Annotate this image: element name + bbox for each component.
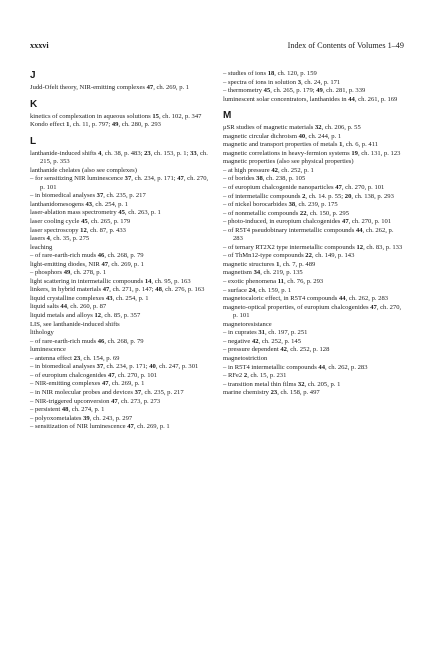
index-entry: – of rare-earth-rich muds 46, ch. 268, p. 79: [30, 252, 144, 260]
index-entry: leaching: [30, 243, 53, 251]
index-entry: – in biomedical analyses 37, ch. 234, p. 171; 40, ch. 247, p. 301: [30, 363, 199, 371]
index-entry: – in cuprates 31, ch. 197, p. 251: [223, 329, 308, 337]
index-entry: lanthanide chelates (also see complexes): [30, 166, 137, 174]
index-entry: lasers 4, ch. 35, p. 275: [30, 235, 90, 243]
index-entry: – of ternary RT2X2 type intermetallic compounds 12, ch. 83, p. 133: [223, 243, 403, 251]
index-entry: laser-ablation mass spectrometry 45, ch. 263, p. 1: [30, 209, 161, 217]
index-entry: liquid metals and alloys 12, ch. 85, p. 357: [30, 312, 141, 320]
index-entry: LIS, see lanthanide-induced shifts: [30, 320, 120, 328]
index-entry: laser spectroscopy 12, ch. 87, p. 433: [30, 226, 126, 234]
index-entry: magnetic structures 1, ch. 7, p. 489: [223, 260, 316, 268]
index-entry: – photo-induced, in europium chalcogenides 47, ch. 270, p. 101: [223, 218, 392, 226]
index-entry: light scattering in intermetallic compounds 14, ch. 95, p. 163: [30, 277, 191, 285]
page-number: xxxvi: [30, 41, 49, 50]
index-entry: – thermometry 45, ch. 265, p. 179; 49, ch. 281, p. 339: [223, 87, 366, 95]
index-entry: magnetic and transport properties of metals 1, ch. 6, p. 411: [223, 141, 379, 149]
index-entry: – in biomedical analyses 37, ch. 235, p. 217: [30, 192, 146, 200]
index-entry: – studies of ions 18, ch. 120, p. 159: [223, 70, 317, 77]
index-entry: – of europium chalcogenide nanoparticles 47, ch. 270, p. 101: [223, 184, 385, 192]
index-entry: – for sensitizing NIR luminescence 37, ch. 234, p. 171; 47, ch. 270, p. 101: [30, 175, 209, 191]
index-column-left: [30, 70, 210, 432]
index-entry: luminescence: [30, 346, 66, 354]
index-entry: laser cooling cycle 45, ch. 265, p. 179: [30, 218, 131, 226]
index-entry: magnetostriction: [223, 354, 268, 362]
index-entry: marine chemistry 23, ch. 158, p. 497: [223, 389, 320, 397]
index-entry: – in NIR molecular probes and devices 37, ch. 235, p. 217: [30, 388, 184, 396]
index-entry: – NIR-emitting complexes 47, ch. 269, p. 1: [30, 380, 145, 388]
index-entry: – of nickel borocarbides 38, ch. 239, p. 175: [223, 201, 338, 209]
index-entry: liquid salts 44, ch. 260, p. 87: [30, 303, 107, 311]
index-entry: kinetics of complexation in aqueous solutions 15, ch. 102, p. 347: [30, 112, 202, 120]
index-entry: magnetic correlations in heavy-fermion systems 19, ch. 131, p. 123: [223, 149, 401, 157]
index-entry: – of borides 38, ch. 238, p. 105: [223, 175, 306, 183]
index-entry: – of R5T4 pseudobinary intermetallic compounds 44, ch. 262, p. 283: [223, 226, 394, 243]
index-entry: – of ThMn12-type compounds 22, ch. 149, p. 143: [223, 252, 355, 260]
index-section-letter: J: [30, 70, 36, 81]
index-entry: – RFe2 2, ch. 15, p. 231: [223, 372, 287, 380]
index-entry: – transition metal thin films 32, ch. 205, p. 1: [223, 380, 341, 388]
index-entry: – pressure dependent 42, ch. 252, p. 128: [223, 346, 330, 354]
running-head: Index of Contents of Volumes 1–49: [287, 41, 404, 50]
index-entry: magnetism 34, ch. 219, p. 135: [223, 269, 303, 277]
index-entry: magneto-optical properties, of europium chalcogenides 47, ch. 270, p. 101: [223, 303, 402, 320]
index-entry: μSR studies of magnetic materials 32, ch. 206, p. 55: [223, 124, 361, 132]
index-entry: linkers, in hybrid materials 47, ch. 271, p. 147; 48, ch. 276, p. 163: [30, 286, 205, 294]
index-entry: luminescent solar concentrators, lanthanides in 44, ch. 261, p. 169: [223, 95, 398, 103]
index-entry: Kondo effect 1, ch. 11, p. 797; 49, ch. 280, p. 293: [30, 121, 161, 129]
index-entry: liquid crystalline complexes 43, ch. 254, p. 1: [30, 294, 149, 302]
index-entry: Judd-Ofelt theory, NIR-emitting complexes 47, ch. 269, p. 1: [30, 84, 190, 91]
index-entry: – spectra of ions in solution 3, ch. 24, p. 171: [223, 78, 341, 86]
index-entry: – of intermetallic compounds 2, ch. 14. p. 55; 20, ch. 138, p. 293: [223, 192, 394, 200]
index-entry: – of nonmetallic compounds 22, ch. 150, p. 295: [223, 209, 350, 217]
index-entry: – phosphors 49, ch. 278, p. 1: [30, 269, 107, 277]
index-entry: – at high pressure 42, ch. 252, p. 1: [223, 166, 314, 174]
index-entry: – of europium chalcogenides 47, ch. 270, p. 101: [30, 371, 158, 379]
index-entry: – antenna effect 23, ch. 154, p. 69: [30, 354, 120, 362]
index-entry: light-emitting diodes, NIR 47, ch. 269, p. 1: [30, 260, 144, 268]
index-entry: lanthanide-induced shifts 4, ch. 38, p. 483; 23, ch. 153, p. 1; 33, ch. 215, p. 353: [30, 149, 208, 166]
index-entry: magnetocaloric effect, in R5T4 compounds 44, ch. 262, p. 283: [223, 295, 389, 303]
index-entry: – negative 42, ch. 252, p. 145: [223, 337, 302, 345]
index-entry: – sensitization of NIR luminescence 47, ch. 269, p. 1: [30, 423, 170, 431]
index-entry: magnetic properties (also see physical properties): [223, 158, 354, 166]
index-entry: magnetoresistance: [223, 320, 272, 328]
index-entry: – in R5T4 intermetallic compounds 44, ch. 262, p. 283: [223, 363, 368, 371]
index-entry: – polyoxometalates 39, ch. 243, p. 297: [30, 414, 133, 422]
index-entry: – surface 24, ch. 159, p. 1: [223, 286, 292, 294]
index-entry: – exotic phenomena 11, ch. 76, p. 293: [223, 278, 324, 286]
index-section-letter: K: [30, 98, 38, 110]
index-column-right: [223, 70, 403, 398]
index-entry: lanthanidomesogens 43, ch. 254, p. 1: [30, 200, 128, 208]
index-section-letter: M: [223, 110, 232, 122]
index-entry: magnetic circular dichroism 40, ch. 244, p. 1: [223, 132, 342, 140]
index-entry: lithology: [30, 329, 54, 337]
index-entry: – NIR-triggered upconversion 47, ch. 273, p. 273: [30, 397, 161, 405]
index-entry: – of rare-earth-rich muds 46, ch. 268, p. 79: [30, 337, 144, 345]
index-section-letter: L: [30, 135, 37, 147]
index-entry: – persistent 48, ch. 274, p. 1: [30, 406, 105, 414]
